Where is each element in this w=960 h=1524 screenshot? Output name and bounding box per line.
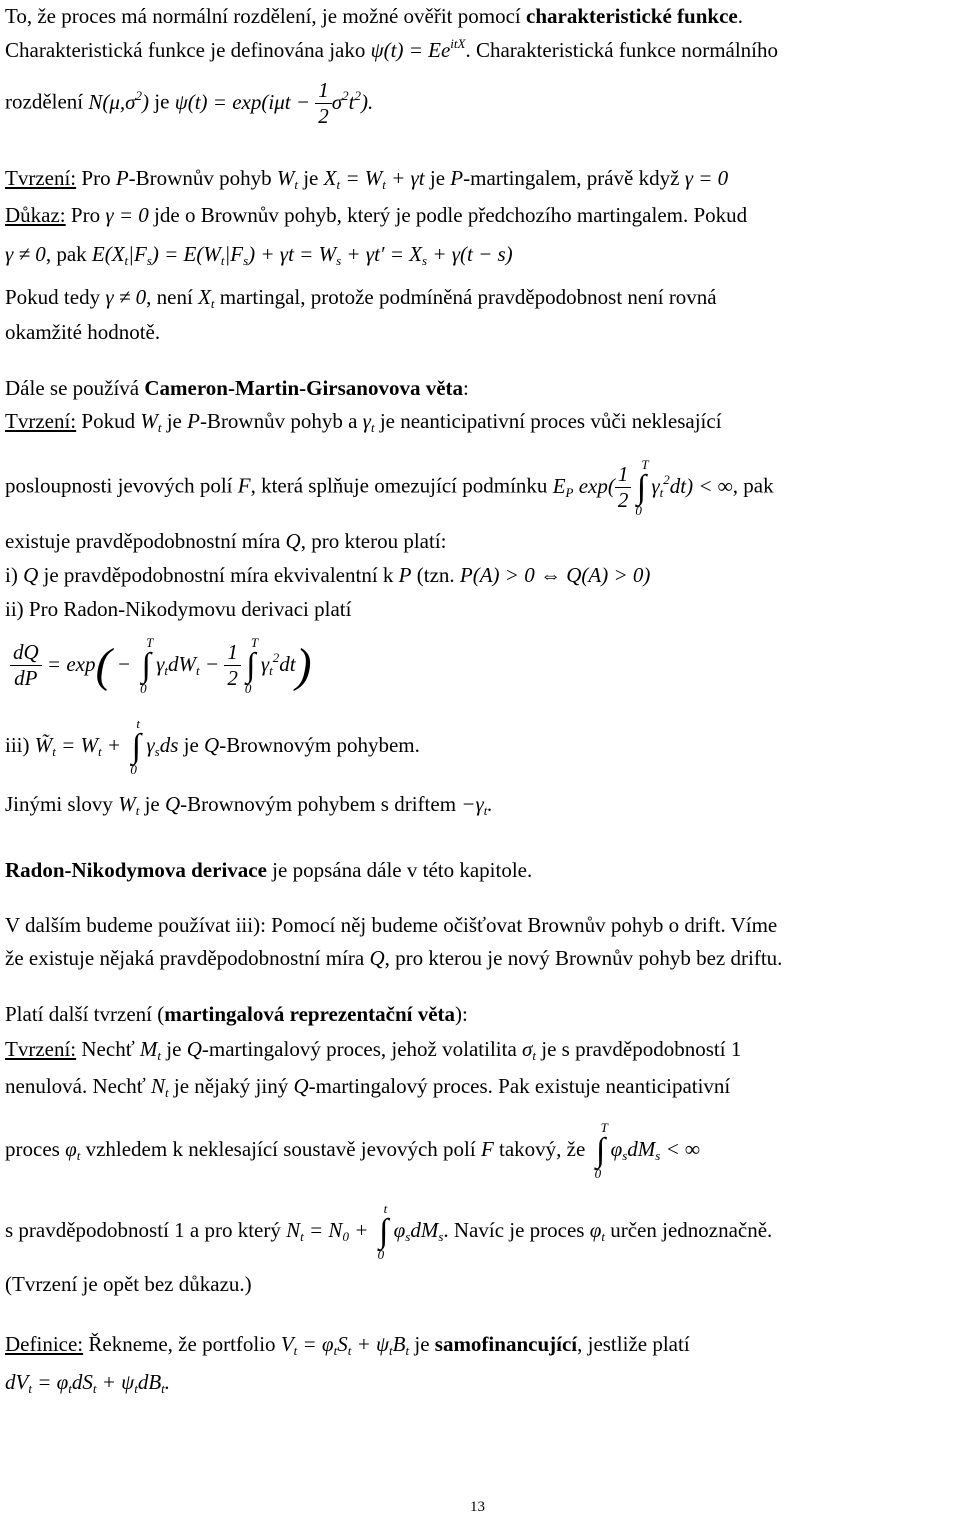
- text: je popsána dále v této kapitole.: [266, 858, 533, 882]
- text: i): [5, 563, 24, 587]
- text: Charakteristická funkce je definována jako: [5, 38, 371, 62]
- text: je: [297, 166, 324, 190]
- text-line: [5, 1370, 170, 1395]
- text: -martingalový proces. Pak existuje neanticipativní: [308, 1074, 731, 1098]
- text-line: [5, 320, 160, 345]
- formula: P: [115, 166, 129, 190]
- text: takový, že: [493, 1136, 591, 1161]
- page-number: 13: [470, 1499, 485, 1515]
- text: je: [149, 89, 175, 114]
- text-line: [5, 38, 778, 63]
- formula: Q: [23, 563, 39, 587]
- text: vzhledem k neklesající soustavě jevových polí: [80, 1136, 481, 1161]
- text: (tzn.: [411, 563, 460, 587]
- text-line: [5, 858, 532, 883]
- text-line: [5, 376, 469, 401]
- formula: P: [187, 409, 200, 433]
- text-line: [5, 1332, 690, 1357]
- formula: $N(\mu,\sigma^2)$: [88, 87, 150, 114]
- text: , pak: [732, 473, 774, 498]
- text: posloupnosti jevových polí: [5, 473, 238, 498]
- formula: F: [237, 473, 251, 498]
- formula: $N_t$: [151, 1074, 169, 1100]
- formula: P(A) > 0 ⇔ Q(A) > 0): [459, 563, 651, 587]
- bold-term: Radon-Nikodymova derivace: [5, 858, 267, 882]
- text: je nějaký jiný: [168, 1074, 294, 1098]
- formula: γ ≠ 0: [5, 242, 46, 266]
- formula: $-\gamma_t$.: [461, 792, 493, 818]
- text: V dalším budeme používat iii): Pomocí něj budeme očišťovat Brownův pohyb o drift. Víme: [5, 913, 778, 937]
- formula: F: [480, 1136, 494, 1161]
- formula: $X_t$: [198, 285, 215, 311]
- text: Nechť: [76, 1037, 140, 1061]
- formula: Q: [186, 1037, 202, 1061]
- text: Řekneme, že portfolio: [83, 1332, 281, 1356]
- bold-term: charakteristické funkce: [526, 4, 738, 28]
- text: (Tvrzení je opět bez důkazu.): [5, 1272, 252, 1296]
- text: :: [463, 376, 469, 400]
- label-dukaz: Důkaz:: [5, 203, 66, 227]
- text-line: [5, 1074, 730, 1099]
- text-line: [5, 529, 447, 554]
- formula: $\varphi_t$: [65, 1136, 81, 1163]
- text: , není: [146, 285, 199, 309]
- text-line: [5, 78, 373, 129]
- formula: Q: [204, 732, 220, 757]
- text: je: [139, 792, 165, 816]
- text: že existuje nějaká pravděpodobnostní míra: [5, 946, 370, 970]
- text: . Navíc je proces: [443, 1217, 590, 1242]
- formula: ψ(t) = exp(iμt − $\frac{1}{2}$ $\sigma^2t^2$).: [174, 78, 374, 129]
- text: rozdělení: [5, 89, 89, 114]
- text-line: [5, 716, 420, 778]
- formula: γ = 0: [684, 166, 729, 190]
- formula: $\varphi_t$: [589, 1217, 605, 1244]
- text-line: [5, 1201, 773, 1263]
- text: -Brownův pohyb: [128, 166, 277, 190]
- text: Pro: [65, 203, 106, 227]
- formula: $W_t$: [118, 792, 140, 818]
- formula: Q: [285, 529, 301, 553]
- text: -martingalem, právě když: [463, 166, 685, 190]
- formula: $M_t$: [139, 1037, 162, 1063]
- bold-term: Cameron-Martin-Girsanovova věta: [144, 376, 464, 400]
- text-line: [5, 946, 782, 971]
- text: určen jednoznačně.: [604, 1217, 773, 1242]
- text: ii) Pro Radon-Nikodymovu derivaci platí: [5, 597, 352, 621]
- text: , pro kterou platí:: [300, 529, 447, 553]
- text: je: [409, 1332, 435, 1356]
- text: To, že proces má normální rozdělení, je možné ověřit pomocí: [5, 4, 527, 28]
- formula: Q: [293, 1074, 309, 1098]
- formula: $E(X_t|F_s) = E(W_t|F_s) + \gamma t = W_s + \gamma t' = X_s + \gamma(t - s)$: [91, 242, 513, 268]
- text-line: [5, 792, 493, 817]
- formula: ∫ T 0 $\varphi_sdM_s$ < ∞: [594, 1120, 700, 1182]
- text: , jestliže platí: [577, 1332, 690, 1356]
- text: jde o Brownův pohyb, který je podle předchozího martingalem. Pokud: [148, 203, 748, 227]
- text: je: [161, 1037, 187, 1061]
- label-tvrzeni: Tvrzení:: [5, 166, 77, 190]
- text: existuje pravděpodobnostní míra: [5, 529, 286, 553]
- label-tvrzeni: Tvrzení:: [5, 1037, 77, 1061]
- label-tvrzeni: Tvrzení:: [5, 409, 77, 433]
- text-line: [5, 456, 774, 519]
- equation-rn-derivative: [10, 634, 312, 697]
- text: Pro: [76, 166, 116, 190]
- text: ):: [455, 1002, 468, 1026]
- text: , která splňuje omezující podmínku: [250, 473, 553, 498]
- text-line: [5, 1120, 700, 1182]
- formula: Q: [369, 946, 385, 970]
- text: je pravděpodobnostní míra ekvivalentní k: [38, 563, 399, 587]
- text: je: [161, 409, 188, 433]
- text: okamžité hodnotě.: [5, 320, 161, 344]
- text-line: [5, 4, 743, 29]
- formula: $E_P$ exp( $\frac{1}{2}$ ∫ T 0 $\gamma_t^2dt$) < ∞: [552, 456, 733, 519]
- text-line: [5, 203, 747, 228]
- text: je: [424, 166, 451, 190]
- text: s pravděpodobností 1 a pro který: [5, 1217, 287, 1242]
- text: -Brownův pohyb a: [199, 409, 363, 433]
- formula: $\frac{dQ}{dP}$ = exp( − ∫ T 0 $\gamma_tdW_t$ − $\frac{1}{2}$ ∫ T 0 $\gamma_t^2dt$): [10, 652, 312, 676]
- formula: $V_t = \varphi_tS_t + \psi_tB_t$: [280, 1332, 410, 1358]
- text: Dále se používá: [5, 376, 145, 400]
- text: martingal, protože podmíněná pravděpodobnost není rovná: [214, 285, 717, 309]
- text-line: [5, 563, 650, 588]
- text: -martingalový proces, jehož volatilita: [201, 1037, 523, 1061]
- label-definice: Definice:: [5, 1332, 84, 1356]
- formula: Q: [164, 792, 181, 816]
- bold-term: martingalová reprezentační věta: [164, 1002, 456, 1026]
- text: Pokud tedy: [5, 285, 106, 309]
- text: iii): [5, 732, 35, 757]
- text: -Brownovým pohybem s driftem: [180, 792, 462, 816]
- formula: $W_t$: [140, 409, 162, 435]
- formula: P: [398, 563, 412, 587]
- formula: $\gamma_t$: [362, 409, 375, 435]
- text: je neanticipativní proces vůči neklesající: [374, 409, 722, 433]
- text: , pro kterou je nový Brownův pohyb bez driftu.: [384, 946, 783, 970]
- formula: $\sigma_t$: [522, 1037, 537, 1063]
- text: .: [737, 4, 743, 28]
- text: . Charakteristická funkce normálního: [465, 38, 779, 62]
- text-line: [5, 597, 351, 622]
- text: je: [178, 732, 205, 757]
- text: proces: [5, 1136, 66, 1161]
- formula: $dV_t = \varphi_tdS_t + \psi_tdB_t$.: [5, 1370, 171, 1396]
- text: Platí další tvrzení (: [5, 1002, 165, 1026]
- text: -Brownovým pohybem.: [219, 732, 420, 757]
- bold-term: samofinancující: [434, 1332, 578, 1356]
- text-line: [5, 1002, 468, 1027]
- text-line: [5, 1272, 252, 1297]
- formula: $N_t = N_0$ + ∫ t 0 $\varphi_sdM_s$: [286, 1201, 444, 1263]
- formula: $W̃_t = W_t$ + ∫ t 0 $\gamma_sds$: [34, 716, 179, 778]
- text: Pokud: [76, 409, 141, 433]
- text-line: [5, 242, 513, 267]
- text-line: [5, 166, 728, 191]
- formula: $X_t = W_t + \gamma t$: [323, 166, 425, 192]
- text-line: [5, 1037, 741, 1062]
- text-line: [5, 285, 717, 310]
- text-line: [5, 913, 777, 938]
- formula: γ ≠ 0: [105, 285, 147, 309]
- formula: $\psi(t) = Ee^{itX}$: [370, 36, 466, 62]
- text: nenulová. Nechť: [5, 1074, 152, 1098]
- text: , pak: [45, 242, 92, 266]
- formula: $W_t$: [276, 166, 298, 192]
- text: Jinými slovy: [5, 792, 119, 816]
- text: je s pravděpodobností 1: [536, 1037, 742, 1061]
- text-line: [5, 409, 722, 434]
- formula: γ = 0: [105, 203, 149, 227]
- formula: P: [450, 166, 464, 190]
